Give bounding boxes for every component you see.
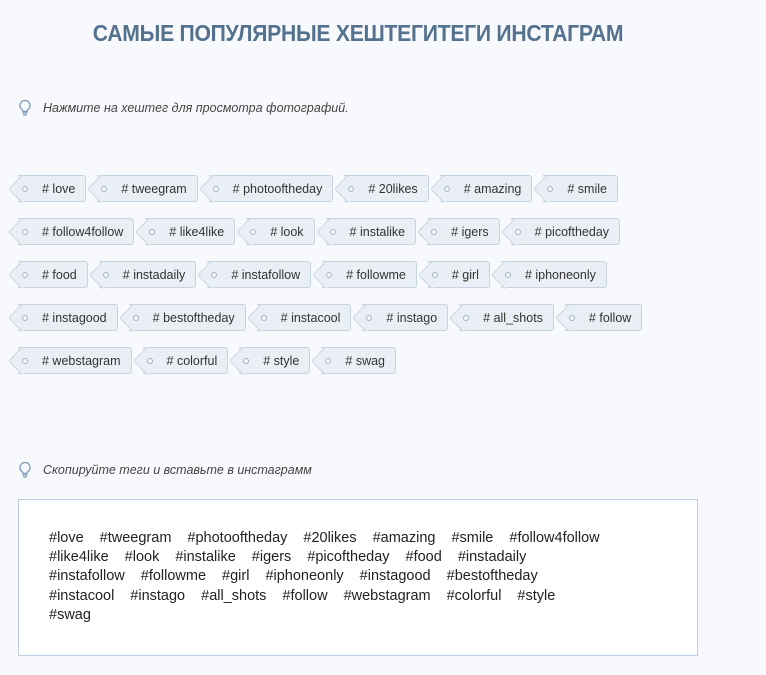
copy-hashtag: #bestoftheday	[446, 568, 538, 585]
hashtag-tag-label: # instagood	[42, 311, 107, 325]
hint-copy-tags	[18, 461, 312, 479]
hashtag-row	[18, 218, 658, 245]
hashtag-tag-label: # 20likes	[368, 182, 418, 196]
copy-line	[49, 606, 671, 625]
hashtag-tag[interactable]	[257, 304, 352, 331]
hashtag-row	[18, 175, 658, 202]
copy-hashtag: #picoftheday	[307, 549, 390, 566]
hashtag-tag[interactable]	[543, 175, 618, 202]
hashtag-tag[interactable]	[246, 218, 314, 245]
copy-hashtag: #instagood	[359, 568, 431, 585]
hashtag-tag[interactable]	[511, 218, 620, 245]
copy-hashtag: #follow	[282, 587, 328, 604]
copy-hashtag: #love	[49, 530, 84, 546]
hashtag-tag[interactable]	[440, 175, 533, 202]
hashtag-tag-label: # photooftheday	[232, 182, 323, 196]
hashtag-tag[interactable]	[18, 175, 86, 202]
hashtag-tag[interactable]	[565, 304, 642, 331]
hashtag-tag[interactable]	[344, 175, 428, 202]
hashtag-tag[interactable]	[18, 261, 88, 288]
hashtag-tag[interactable]	[143, 347, 229, 374]
copy-hashtag: #girl	[222, 568, 250, 585]
hashtag-tag-label: # amazing	[463, 182, 522, 196]
hashtag-tag-label: # style	[263, 354, 300, 368]
hashtag-tag[interactable]	[18, 304, 118, 331]
hashtag-tag-label: # like4like	[169, 225, 225, 239]
hashtag-tag[interactable]	[459, 304, 554, 331]
hashtag-tag-label: # smile	[567, 182, 607, 196]
hashtag-tag-label: # picoftheday	[534, 225, 610, 239]
copy-line	[49, 529, 671, 548]
hashtag-tag-label: # girl	[451, 268, 479, 282]
hashtag-copy-textarea[interactable]	[18, 499, 698, 656]
hashtag-tag[interactable]	[207, 261, 311, 288]
copy-hashtag: #iphoneonly	[265, 568, 344, 585]
hashtag-tag-label: # instago	[386, 311, 438, 325]
hashtag-tag[interactable]	[129, 304, 246, 331]
hashtag-tag-label: # instalike	[349, 225, 406, 239]
hashtag-tag-label: # love	[42, 182, 76, 196]
copy-hashtag: #igers	[251, 549, 292, 566]
hashtag-tag[interactable]	[326, 218, 417, 245]
hashtag-tag-label: # follow4follow	[42, 225, 124, 239]
hashtag-tag-label: # follow	[588, 311, 632, 325]
hashtag-row	[18, 304, 658, 331]
copy-hashtag: #instadaily	[457, 549, 527, 566]
hashtag-tag-label: # swag	[345, 354, 385, 368]
hashtag-tag-label: # igers	[451, 225, 489, 239]
hashtag-tag-label: # look	[270, 225, 304, 239]
hashtag-tag[interactable]	[428, 261, 490, 288]
hint-text: Нажмите на хештег для просмотра фотографий.	[43, 101, 349, 115]
copy-hashtag: #colorful	[446, 587, 502, 604]
hashtag-tag[interactable]	[99, 261, 197, 288]
copy-hashtag: #instacool	[49, 587, 115, 604]
hashtag-tag[interactable]	[362, 304, 448, 331]
copy-hashtag: #amazing	[372, 530, 436, 546]
hashtag-tag[interactable]	[97, 175, 197, 202]
hashtag-tag[interactable]	[209, 175, 334, 202]
hashtag-row	[18, 261, 658, 288]
copy-hashtag: #tweegram	[99, 530, 172, 546]
hashtag-tag-label: # tweegram	[121, 182, 187, 196]
page-title: САМЫЕ ПОПУЛЯРНЫЕ ХЕШТЕГИТЕГИ ИНСТАГРАМ	[92, 20, 624, 46]
hashtag-tag-label: # instafollow	[231, 268, 301, 282]
copy-hashtag: #photooftheday	[187, 530, 288, 546]
copy-hashtag: #20likes	[303, 530, 357, 546]
copy-hashtag: #instalike	[175, 549, 236, 566]
hashtag-tag-label: # bestoftheday	[152, 311, 235, 325]
copy-hashtag: #instafollow	[49, 568, 125, 585]
hint-click-tag	[18, 99, 349, 117]
hashtag-tag-label: # instacool	[280, 311, 341, 325]
copy-hashtag: #style	[517, 587, 556, 604]
copy-hashtag: #look	[124, 549, 160, 566]
hashtag-tag-label: # colorful	[166, 354, 218, 368]
hint-text: Скопируйте теги и вставьте в инстаграмм	[43, 463, 312, 477]
hashtag-tag-label: # food	[42, 268, 77, 282]
hashtag-tag[interactable]	[18, 218, 134, 245]
hashtag-tag[interactable]	[427, 218, 500, 245]
copy-hashtag: #swag	[49, 606, 91, 623]
lightbulb-icon	[18, 99, 32, 117]
hashtag-tag[interactable]	[321, 347, 396, 374]
hashtag-tag[interactable]	[239, 347, 310, 374]
copy-hashtag: #like4like	[49, 549, 109, 566]
lightbulb-icon	[18, 461, 32, 479]
copy-line	[49, 567, 671, 586]
copy-hashtag: #followme	[140, 568, 207, 585]
copy-line	[49, 548, 671, 567]
hashtag-tag-label: # followme	[346, 268, 406, 282]
copy-hashtag: #smile	[451, 530, 494, 546]
copy-line	[49, 587, 671, 606]
copy-hashtag: #follow4follow	[509, 530, 600, 546]
hashtag-row	[18, 347, 658, 374]
hashtag-tag-label: # webstagram	[42, 354, 121, 368]
copy-hashtag: #instago	[130, 587, 186, 604]
hashtag-tag-label: # iphoneonly	[524, 268, 596, 282]
hashtag-tag[interactable]	[18, 347, 132, 374]
hashtag-tag[interactable]	[501, 261, 607, 288]
copy-hashtag: #webstagram	[343, 587, 431, 604]
hashtag-tag[interactable]	[322, 261, 417, 288]
copy-hashtag: #all_shots	[201, 587, 267, 604]
hashtag-tag-label: # all_shots	[483, 311, 543, 325]
hashtag-tag-label: # instadaily	[122, 268, 186, 282]
hashtag-cloud	[18, 175, 658, 390]
hashtag-tag[interactable]	[145, 218, 235, 245]
copy-hashtag: #food	[405, 549, 442, 566]
